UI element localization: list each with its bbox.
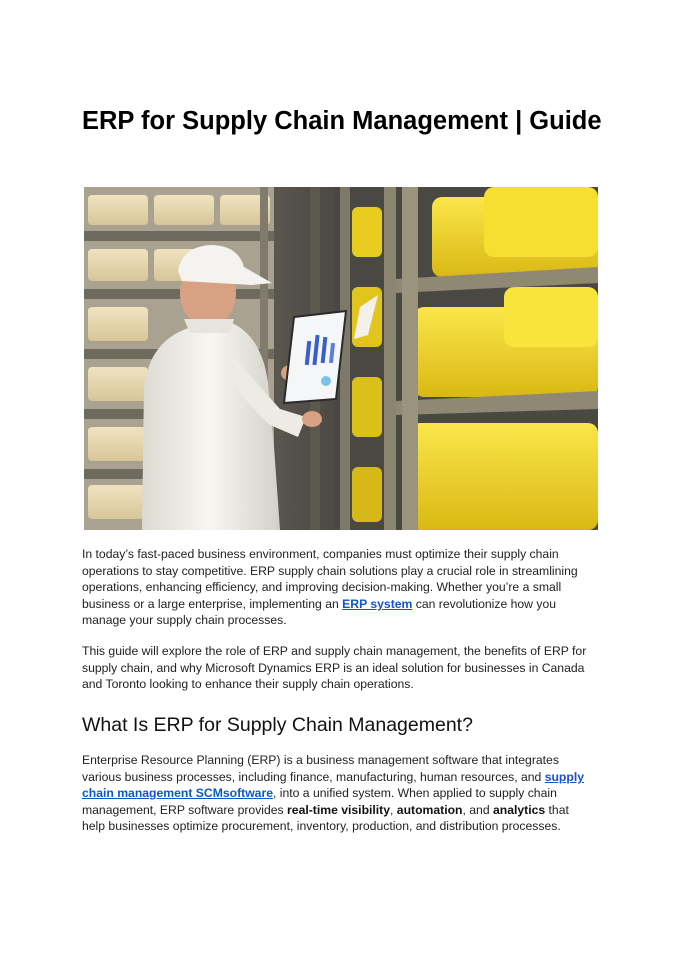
intro-text-before-link: In today’s fast-paced business environment, companies must optimize their supply chain operations to stay competitive. ERP supply chain solutions play a crucial role in streamlining operations, enhancing efficiency, and improving decision-making. Whether you’re a small business or a large enterprise, implementing an [82,547,578,611]
scm-software-link[interactable]: supply chain management SCMsoftware [82,769,584,801]
intro-text-after-link: can revolutionize how you manage your supply chain processes. [82,596,557,628]
bold-automation: automation [396,802,463,817]
definition-paragraph [82,752,592,835]
separator-2: , and [462,802,493,817]
warehouse-photo [84,187,598,530]
guide-overview-paragraph: This guide will explore the role of ERP and supply chain management, the benefits of ERP for supply chain, and why Microsoft Dynamics ERP is an ideal solution for businesses in Canada and Toronto looking to enhance their supply chain operations. [82,644,587,692]
intro-paragraph [82,546,592,629]
bold-analytics: analytics [492,802,546,817]
bold-real-time-visibility: real-time visibility [287,802,391,817]
page-title: ERP for Supply Chain Management | Guide [82,107,602,135]
erp-system-link[interactable]: ERP system [342,596,413,611]
right-shelving [310,187,598,530]
definition-part1: Enterprise Resource Planning (ERP) is a business management software that integrates various business processes, including finance, manufacturing, human resources, and [82,753,559,784]
definition-part3: that help businesses optimize procurement, inventory, production, and distribution processes. [82,802,569,834]
separator-1: , [390,802,397,817]
warehouse-illustration [84,187,598,530]
definition-part2: , into a unified system. When applied to supply chain management, ERP software provides [82,786,557,817]
section-heading: What Is ERP for Supply Chain Management? [82,714,473,736]
